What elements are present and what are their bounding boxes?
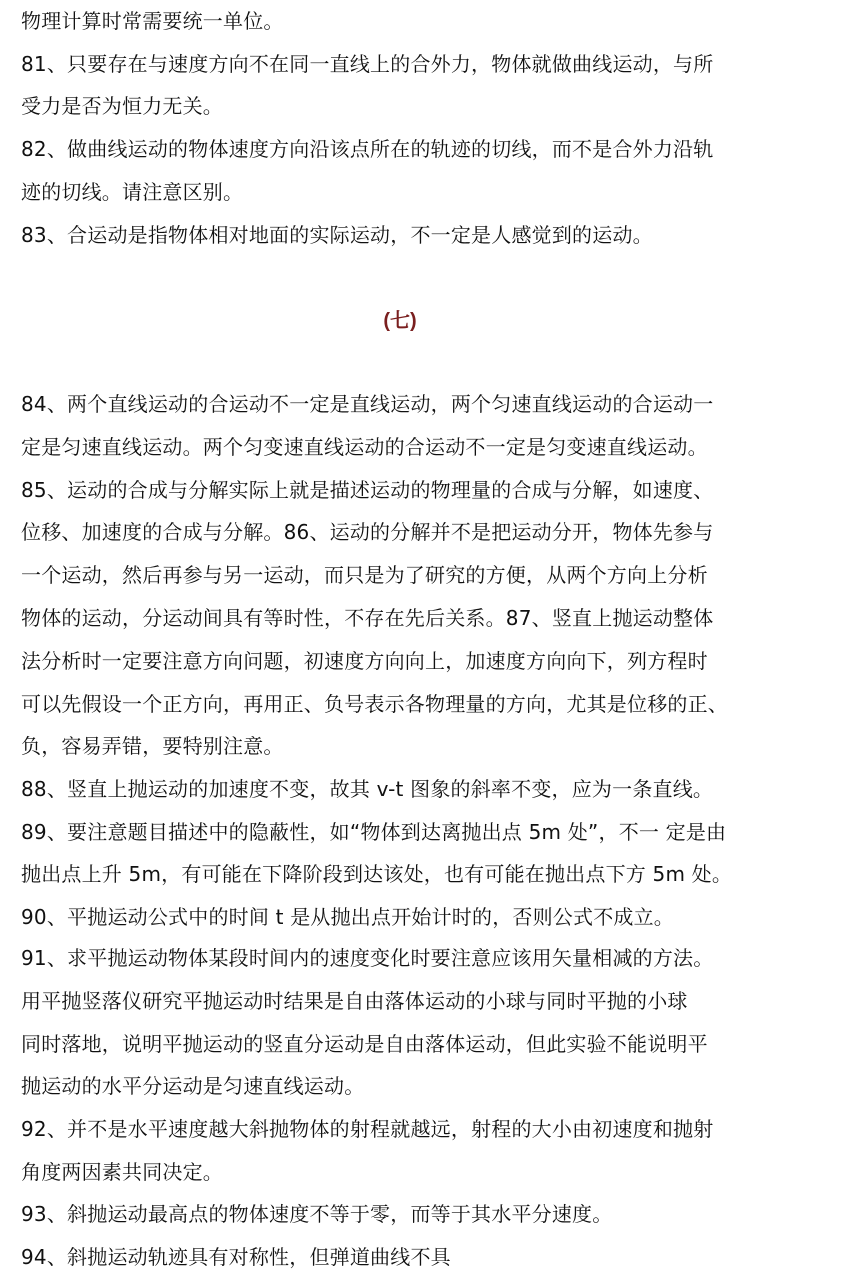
text-line: 同时落地，说明平抛运动的竖直分运动是自由落体运动，但此实验不能说明平 [21, 1032, 708, 1056]
text-line: 负，容易弄错，要特别注意。 [21, 734, 284, 758]
text-line: 受力是否为恒力无关。 [21, 94, 223, 118]
text-line-item-94: 94、斜抛运动轨迹具有对称性，但弹道曲线不具 [21, 1245, 451, 1269]
text-line-item-81: 81、只要存在与速度方向不在同一直线上的合外力，物体就做曲线运动，与所 [21, 52, 714, 76]
text-line: 迹的切线。请注意区别。 [21, 180, 244, 204]
text-line-item-88: 88、竖直上抛运动的加速度不变，故其 v-t 图象的斜率不变，应为一条直线。 [21, 777, 714, 801]
text-line: 定是匀速直线运动。两个匀变速直线运动的合运动不一定是匀变速直线运动。 [21, 435, 708, 459]
section-heading: (七) [383, 310, 417, 332]
text-line: 抛运动的水平分运动是匀速直线运动。 [21, 1074, 365, 1098]
text-line: 法分析时一定要注意方向问题，初速度方向向上，加速度方向向下，列方程时 [21, 649, 708, 673]
text-line: 一个运动，然后再参与另一运动，而只是为了研究的方便，从两个方向上分析 [21, 563, 708, 587]
text-line-item-90: 90、平抛运动公式中的时间 t 是从抛出点开始计时的，否则公式不成立。 [21, 905, 675, 929]
text-line: 用平抛竖落仪研究平抛运动时结果是自由落体运动的小球与同时平抛的小球 [21, 989, 688, 1013]
watermark-fade [490, 1238, 550, 1270]
text-line-item-87: 物体的运动，分运动间具有等时性，不存在先后关系。87、竖直上抛运动整体 [21, 606, 714, 630]
text-line-item-83: 83、合运动是指物体相对地面的实际运动，不一定是人感觉到的运动。 [21, 223, 653, 247]
text-line: 可以先假设一个正方向，再用正、负号表示各物理量的方向，尤其是位移的正、 [21, 692, 728, 716]
text-line: 角度两因素共同决定。 [21, 1160, 223, 1184]
text-line: 物理计算时常需要统一单位。 [21, 9, 284, 33]
text-line-item-93: 93、斜抛运动最高点的物体速度不等于零，而等于其水平分速度。 [21, 1202, 613, 1226]
text-line-item-86: 位移、加速度的合成与分解。86、运动的分解并不是把运动分开，物体先参与 [21, 520, 714, 544]
text-line: 抛出点上升 5m，有可能在下降阶段到达该处，也有可能在抛出点下方 5m 处。 [21, 862, 733, 886]
text-line-item-82: 82、做曲线运动的物体速度方向沿该点所在的轨迹的切线，而不是合外力沿轨 [21, 137, 714, 161]
text-line-item-85: 85、运动的合成与分解实际上就是描述运动的物理量的合成与分解，如速度、 [21, 478, 714, 502]
text-line-item-92: 92、并不是水平速度越大斜抛物体的射程就越远，射程的大小由初速度和抛射 [21, 1117, 714, 1141]
text-line-item-84: 84、两个直线运动的合运动不一定是直线运动，两个匀速直线运动的合运动一 [21, 392, 714, 416]
text-line-item-91: 91、求平抛运动物体某段时间内的速度变化时要注意应该用矢量相减的方法。 [21, 946, 714, 970]
text-line-item-89: 89、要注意题目描述中的隐蔽性，如“物体到达离抛出点 5m 处”，不一 定是由 [21, 820, 727, 844]
